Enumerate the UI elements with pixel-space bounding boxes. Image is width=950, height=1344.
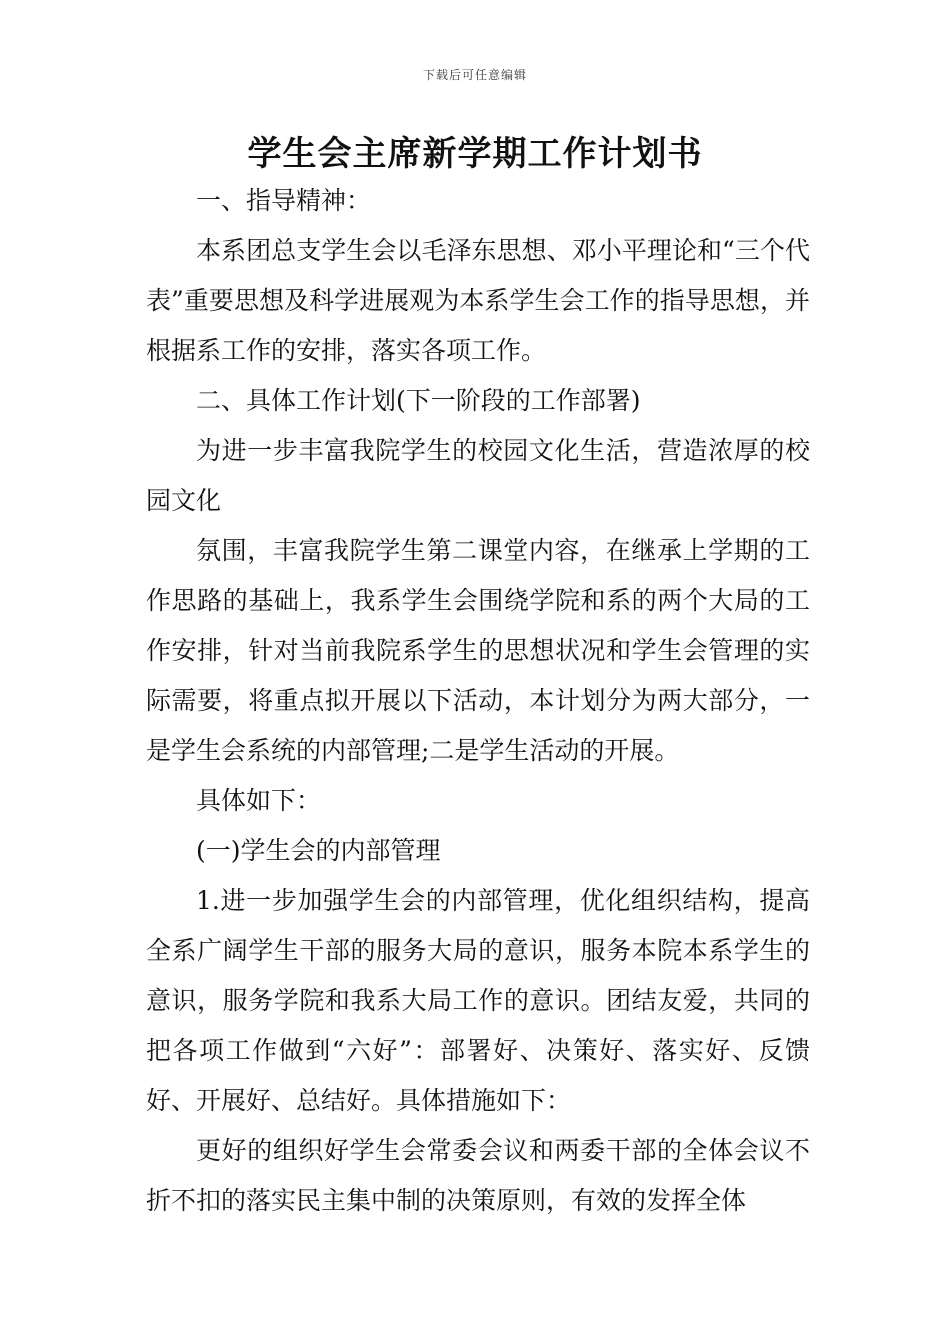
section-heading-work-plan: 二、具体工作计划(下一阶段的工作部署): [196, 386, 641, 415]
paragraph-guiding-spirit: 本系团总支学生会以毛泽东思想、邓小平理论和“三个代表”重要思想及科学进展观为本系学生会工作的指导思想，并根据系工作的安排，落实各项工作。: [146, 236, 810, 365]
paragraph-item-1: 1.进一步加强学生会的内部管理，优化组织结构，提高全系广阔学生干部的服务大局的意识，服务本院本系学生的意识，服务学院和我系大局工作的意识。团结友爱，共同的把各项工作做到“六好”：部署好、决策好、落实好、反馈好、开展好、总结好。具体措施如下：: [146, 886, 810, 1115]
paragraph-atmosphere: 氛围，丰富我院学生第二课堂内容，在继承上学期的工作思路的基础上，我系学生会围绕学院和系的两个大局的工作安排，针对当前我院系学生的思想状况和学生会管理的实际需要，将重点拟开展以下活动，本计划分为两大部分，一是学生会系统的内部管理;二是学生活动的开展。: [146, 536, 810, 765]
document-body: [146, 176, 810, 1226]
paragraph-details-intro: 具体如下：: [196, 786, 322, 815]
subsection-heading-internal-management: (一)学生会的内部管理: [196, 836, 441, 865]
header-note: 下载后可任意编辑: [422, 68, 527, 82]
paragraph-campus-culture: 为进一步丰富我院学生的校园文化生活，营造浓厚的校园文化: [146, 436, 810, 515]
section-heading-guiding-spirit: 一、指导精神：: [196, 186, 372, 215]
document-title: 学生会主席新学期工作计划书: [247, 134, 703, 174]
paragraph-meetings: 更好的组织好学生会常委会议和两委干部的全体会议不折不扣的落实民主集中制的决策原则，有效的发挥全体: [146, 1136, 810, 1215]
